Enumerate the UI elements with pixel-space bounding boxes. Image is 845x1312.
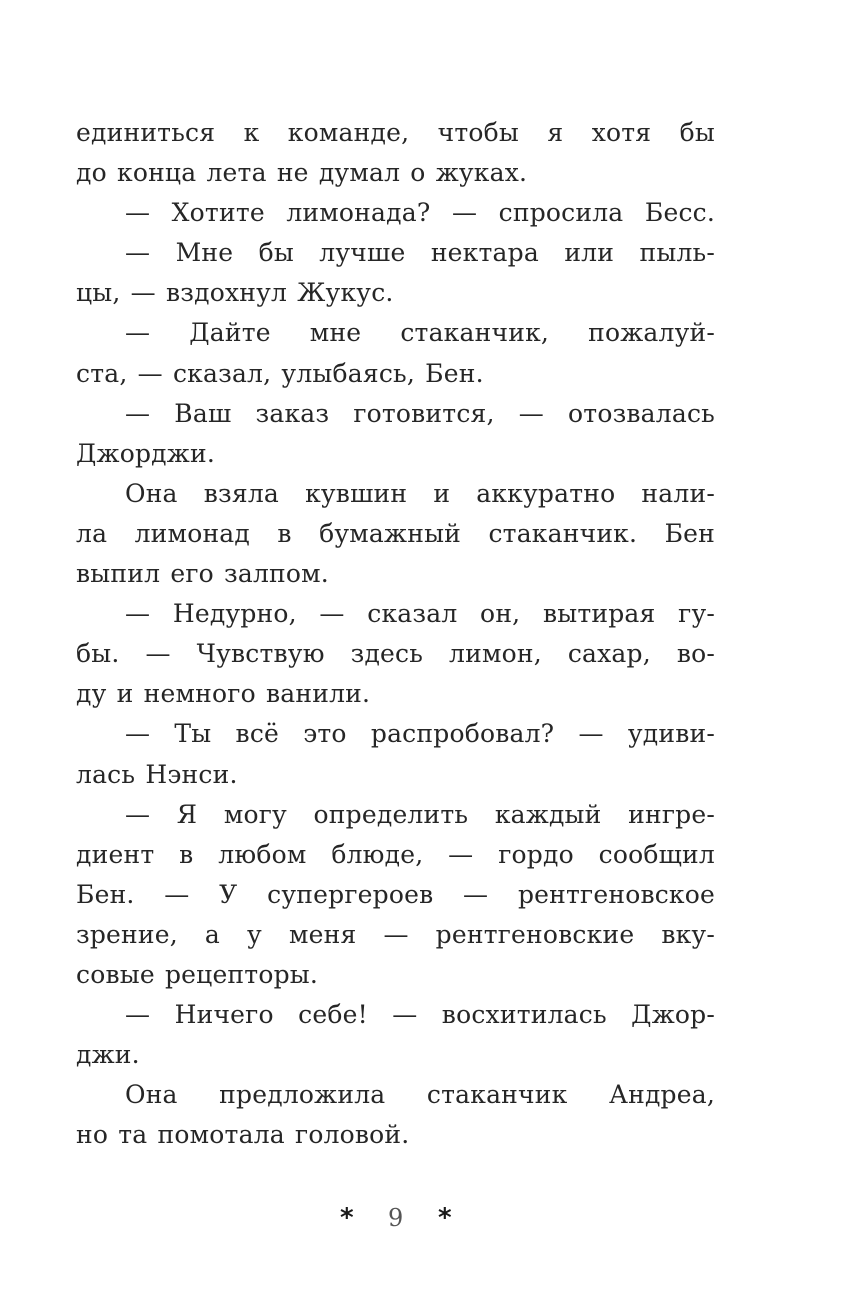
text-line: зрение, а у меня — рентгеновские вку- xyxy=(76,919,715,949)
text-line: цы, — вздохнул Жукус. xyxy=(76,278,394,308)
text-line: — Хотите лимонада? — спросила Бесс. xyxy=(125,198,715,228)
text-line: выпил его залпом. xyxy=(76,559,329,589)
text-line: ду и немного ванили. xyxy=(76,679,371,709)
text-line: Бен. — У супергероев — рентгеновское xyxy=(76,879,715,909)
text-line: — Дайте мне стаканчик, пожалуй- xyxy=(125,318,715,348)
star-icon: * xyxy=(438,1203,452,1233)
star-icon: * xyxy=(340,1203,354,1233)
body-text xyxy=(76,113,715,1155)
text-line: — Мне бы лучше нектара или пыль- xyxy=(125,238,715,268)
text-line: Она взяла кувшин и аккуратно нали- xyxy=(125,478,715,508)
page-footer xyxy=(0,1200,845,1236)
text-line: ла лимонад в бумажный стаканчик. Бен xyxy=(76,518,715,548)
text-line: джи. xyxy=(76,1040,140,1070)
text-line: Она предложила стаканчик Андреа, xyxy=(125,1080,715,1110)
text-line: — Я могу определить каждый ингре- xyxy=(125,799,715,829)
text-line: — Ничего себе! — восхитилась Джор- xyxy=(125,1000,715,1030)
text-line: Джорджи. xyxy=(76,438,215,468)
text-line: диент в любом блюде, — гордо сообщил xyxy=(76,839,715,869)
text-line: — Ты всё это распробовал? — удиви- xyxy=(125,719,715,749)
text-line: единиться к команде, чтобы я хотя бы xyxy=(76,118,715,147)
text-line: — Ваш заказ готовится, — отозвалась xyxy=(125,398,715,428)
text-line: ста, — сказал, улыбаясь, Бен. xyxy=(76,358,484,388)
text-line: лась Нэнси. xyxy=(76,759,238,789)
page-number: 9 xyxy=(388,1204,404,1232)
text-line: бы. — Чувствую здесь лимон, сахар, во- xyxy=(76,639,715,669)
text-line: до конца лета не думал о жуках. xyxy=(76,158,528,188)
text-line: но та помотала головой. xyxy=(76,1120,410,1150)
text-line: совые рецепторы. xyxy=(76,959,319,989)
text-line: — Недурно, — сказал он, вытирая гу- xyxy=(125,599,715,629)
